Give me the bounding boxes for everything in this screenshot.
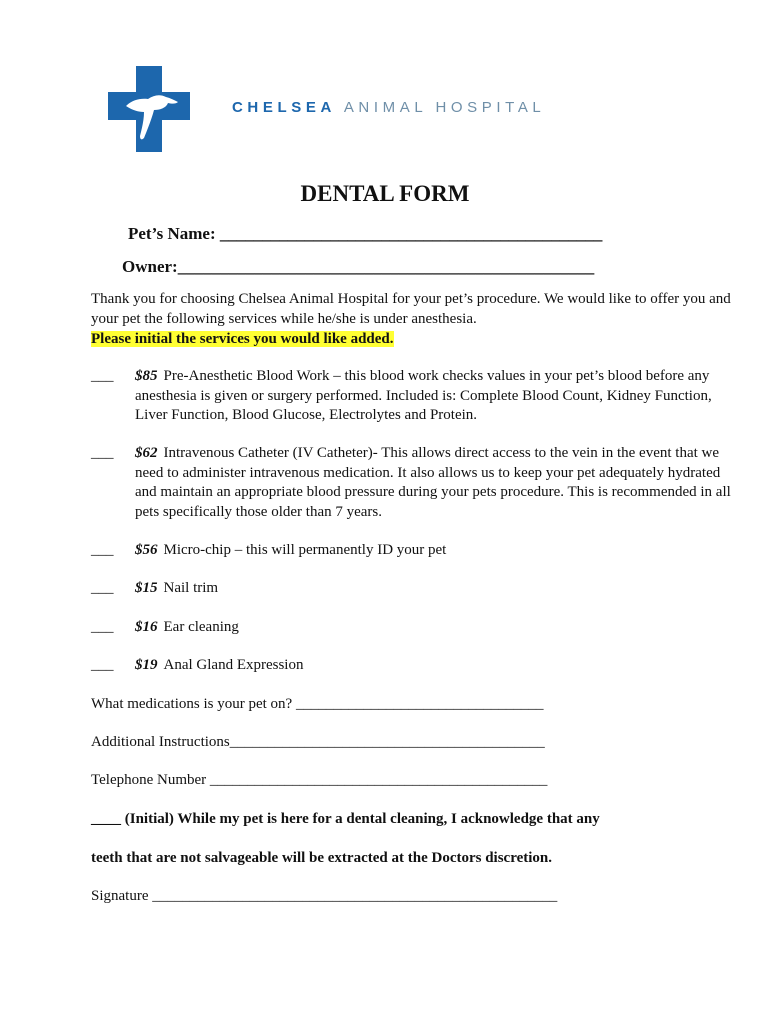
initial-blank[interactable]: ___ <box>91 580 114 596</box>
hospital-name-strong: CHELSEA <box>232 99 336 116</box>
service-description: Micro-chip – this will permanently ID your pet <box>163 542 447 558</box>
service-item <box>91 656 741 676</box>
service-price: $15 <box>135 580 158 596</box>
service-item <box>91 618 741 638</box>
service-price: $62 <box>135 445 158 461</box>
service-item <box>91 579 741 599</box>
service-description: Anal Gland Expression <box>163 657 304 673</box>
service-price: $16 <box>135 619 158 635</box>
initial-blank[interactable]: ___ <box>91 619 114 635</box>
service-price: $56 <box>135 542 158 558</box>
initial-blank[interactable]: ___ <box>91 368 114 384</box>
medications-field[interactable]: What medications is your pet on? _________________________________ <box>91 696 544 712</box>
intro-text: Thank you for choosing Chelsea Animal Hospital for your pet’s procedure. We would like to offer you and your pet the following services while he/she is under anesthesia. <box>91 291 731 327</box>
form-title: DENTAL FORM <box>300 181 470 206</box>
pets-name-field[interactable]: Pet’s Name: _____________________________________________ <box>128 224 603 243</box>
service-price: $85 <box>135 368 158 384</box>
service-description: Pre-Anesthetic Blood Work – this blood work checks values in your pet’s blood before any anesthesia is given or surgery performed. Included is: Complete Blood Count, Kidney Function, Liver Function, Blood Glucose, Electrolytes and Protein. <box>135 368 712 423</box>
hospital-logo <box>108 66 628 152</box>
acknowledgement-line-2: teeth that are not salvageable will be extracted at the Doctors discretion. <box>91 850 553 866</box>
service-description: Ear cleaning <box>163 619 239 635</box>
initial-blank[interactable]: ___ <box>91 542 114 558</box>
initial-instruction: Please initial the services you would like added. <box>91 331 394 347</box>
service-item <box>91 541 741 561</box>
service-item <box>91 444 741 522</box>
hospital-name-rest: ANIMAL HOSPITAL <box>343 99 546 116</box>
telephone-field[interactable]: Telephone Number _____________________________________________ <box>91 772 548 788</box>
service-description: Intravenous Catheter (IV Catheter)- This allows direct access to the vein in the event that we need to administer intravenous medication. It also allows us to keep your pet adequately hydrated and maintain an appropriate blood pressure during your pets procedure. This is recommended in all pets specifically those older than 7 years. <box>135 445 731 520</box>
additional-instructions-field[interactable]: Additional Instructions__________________________________________ <box>91 734 545 750</box>
service-description: Nail trim <box>163 580 219 596</box>
hospital-name <box>232 99 545 116</box>
signature-field[interactable]: Signature ______________________________________________________ <box>91 888 558 904</box>
initial-blank[interactable]: ___ <box>91 445 114 461</box>
acknowledgement-line-1[interactable]: ____ (Initial) While my pet is here for a dental cleaning, I acknowledge that any <box>91 811 600 827</box>
service-item <box>91 367 741 426</box>
cross-dog-logo-icon <box>108 66 218 152</box>
initial-blank[interactable]: ___ <box>91 657 114 673</box>
intro-paragraph <box>91 289 731 349</box>
owner-field[interactable]: Owner:_________________________________________________ <box>122 257 595 276</box>
service-price: $19 <box>135 657 158 673</box>
